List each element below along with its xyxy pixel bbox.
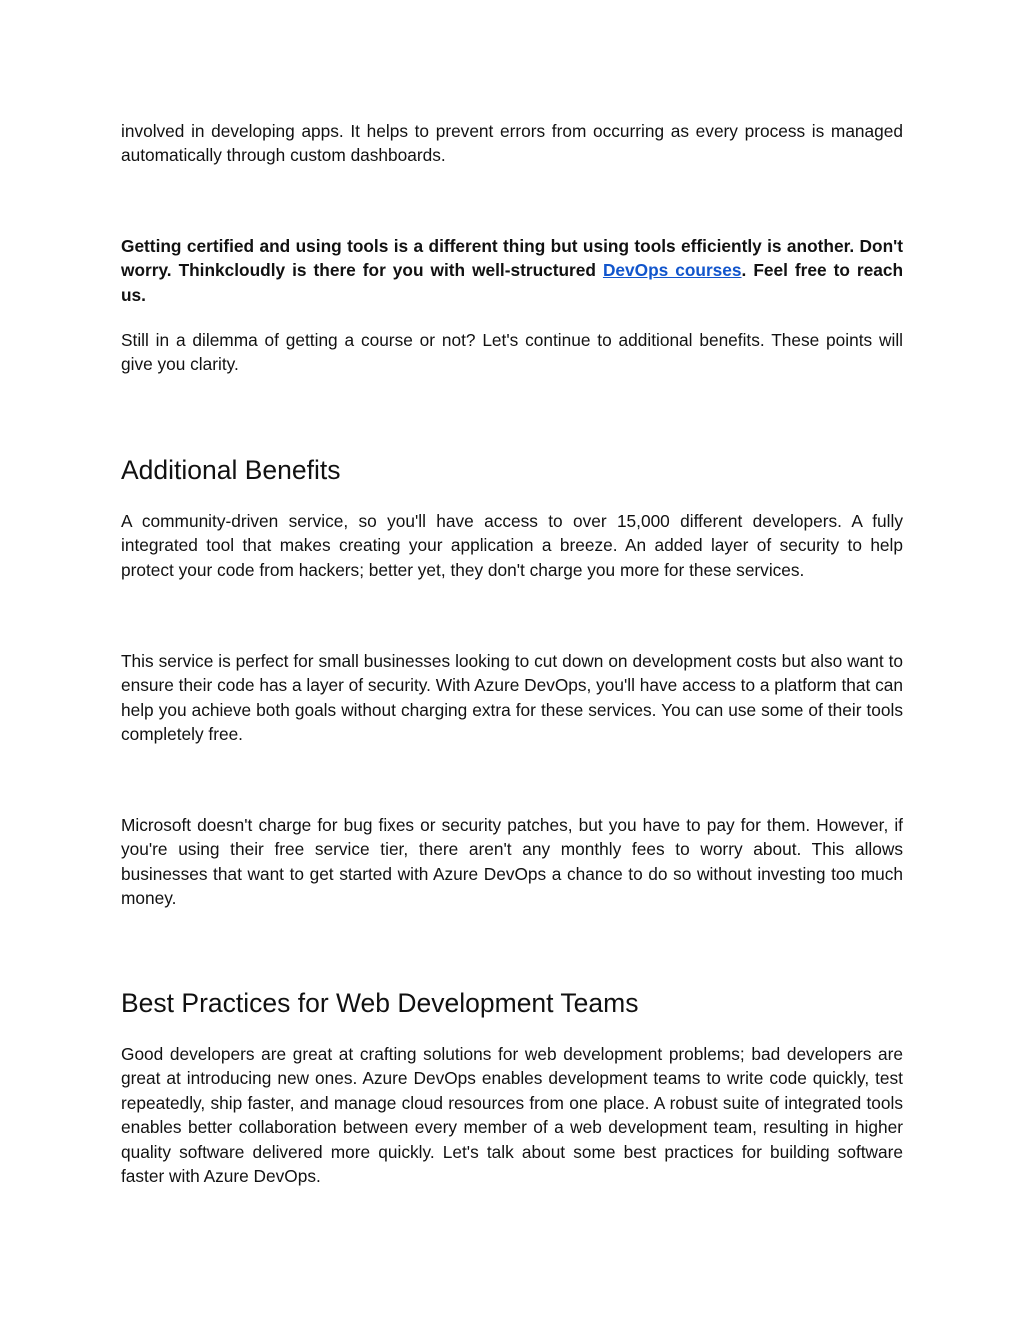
cta-text-after: . Feel free to reach us.: [121, 260, 903, 305]
additional-benefits-paragraph-3: Microsoft doesn't charge for bug fixes or security patches, but you have to pay for them. However, if you're using their free service tier, there aren't any monthly fees to worry about. This allows businesses that want to get started with Azure DevOps a chance to do so without investing too much money.: [121, 815, 903, 909]
devops-courses-link[interactable]: DevOps courses: [602, 260, 742, 281]
cta-text-before: Getting certified and using tools is a different thing but using tools efficiently is another. Don't worry. Thinkcloudly is there for you with well-structured: [121, 236, 903, 281]
intro-paragraph: involved in developing apps. It helps to prevent errors from occurring as every process is managed automatically through custom dashboards.: [121, 121, 903, 166]
dilemma-paragraph: Still in a dilemma of getting a course or not? Let's continue to additional benefits. These points will give you clarity.: [121, 330, 903, 375]
cta-paragraph: [121, 234, 903, 307]
additional-benefits-heading: Additional Benefits: [121, 455, 341, 485]
best-practices-paragraph-1: Good developers are great at crafting solutions for web development problems; bad developers are great at introducing new ones. Azure DevOps enables development teams to write code quickly, test repeatedly, ship faster, and manage cloud resources from one place. A robust suite of integrated tools enables better collaboration between every member of a web development team, resulting in higher quality software delivered more quickly. Let's talk about some best practices for building software faster with Azure DevOps.: [121, 1044, 903, 1187]
additional-benefits-paragraph-1: A community-driven service, so you'll have access to over 15,000 different developers. A fully integrated tool that makes creating your application a breeze. An added layer of security to help protect your code from hackers; better yet, they don't charge you more for these services.: [121, 511, 903, 580]
additional-benefits-paragraph-2: This service is perfect for small businesses looking to cut down on development costs but also want to ensure their code has a layer of security. With Azure DevOps, you'll have access to a platform that can help you achieve both goals without charging extra for these services. You can use some of their tools completely free.: [121, 651, 903, 745]
best-practices-heading: Best Practices for Web Development Teams: [121, 988, 639, 1018]
